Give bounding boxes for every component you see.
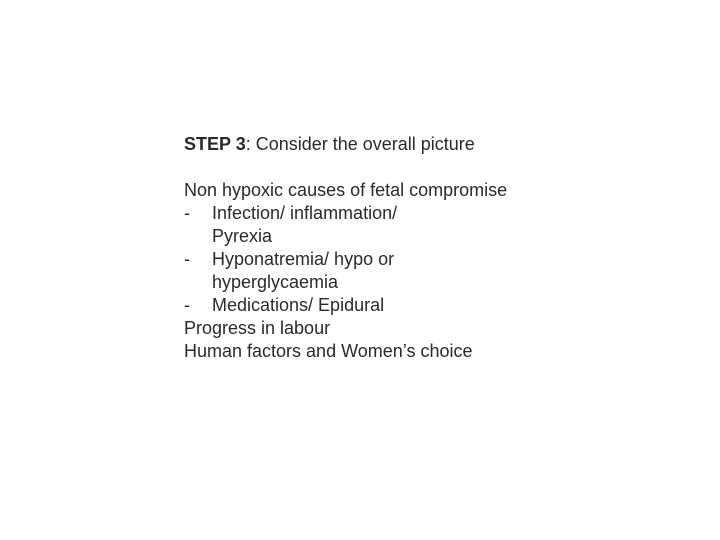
list-item: [184, 248, 664, 294]
step-label: STEP 3: [184, 134, 246, 154]
bullet-dash: -: [184, 249, 190, 269]
bullet-dash: -: [184, 295, 190, 315]
progress-line: Progress in labour: [184, 318, 331, 338]
slide-heading: [184, 133, 664, 156]
bullet-dash: -: [184, 203, 190, 223]
slide-content: [184, 133, 664, 363]
list-item: [184, 294, 664, 317]
bullet-text: Hyponatremia/ hypo or hyperglycaemia: [212, 249, 395, 292]
bullet-list: [184, 202, 664, 317]
bullet-text: Infection/ inflammation/ Pyrexia: [212, 203, 398, 246]
human-factors-line: Human factors and Women’s choice: [184, 341, 473, 361]
list-item: [184, 202, 664, 248]
heading-text: : Consider the overall picture: [245, 134, 475, 154]
bullet-text: Medications/ Epidural: [212, 295, 385, 315]
intro-line: Non hypoxic causes of fetal compromise: [184, 180, 508, 200]
